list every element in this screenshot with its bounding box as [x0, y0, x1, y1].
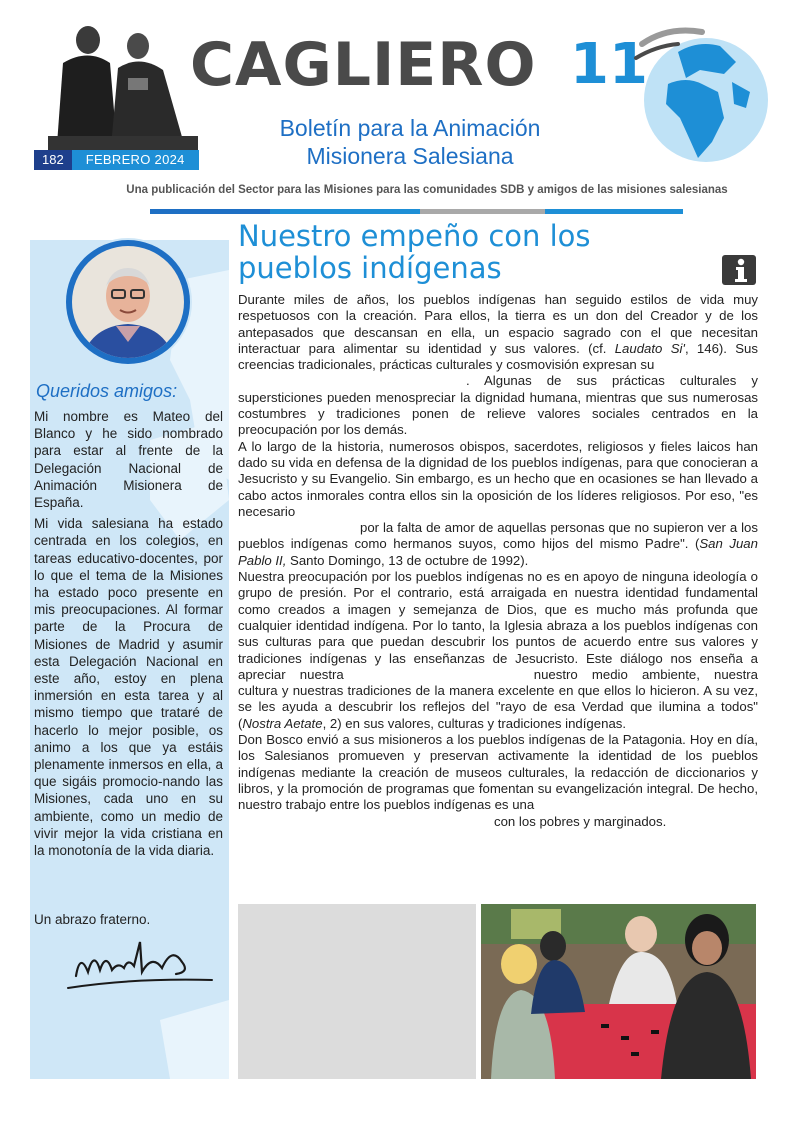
- stripe: [545, 209, 683, 214]
- article-paragraph: [238, 732, 758, 830]
- brand-name: CAGLIERO: [190, 30, 537, 100]
- letter-greeting: Queridos amigos:: [36, 381, 178, 401]
- text-run: , 146). Sus creencias tradicionales, prácticas culturales y cosmovisión expresan su: [238, 340, 758, 373]
- stripe: [420, 209, 545, 214]
- article-paragraph: [238, 439, 758, 569]
- image-placeholder: [238, 904, 476, 1079]
- text-run: Durante miles de años, los pueblos indígenas han seguido estilos de vida muy respetuosos con la creación. Para ellos, la tierra es un don del Creador y de los antepasados que descansan en ella, un espacio sagrado con el que necesitan interactuar para alimentar su identidad y sus valores. (cf.: [238, 292, 758, 356]
- text-run: Don Bosco envió a sus misioneros a los pueblos indígenas de la Patagonia. Hoy en día, los Salesianos promueven y preservan activamente la identidad de los pueblos indígenas mediante la creación de museos culturales, la redacción de diccionarios y libros, y la promoción de programas que fomentan su evangelización integral. De hecho, nuestro trabajo entre los pueblos indígenas es una: [238, 732, 758, 813]
- text-run: medio ambiente, nuestra cultura y nuestras tradiciones de la manera excelente en que ellos lo hicieron. A su vez, se les ayuda a descubrir los reflejos del "rayo de esa Verdad que ilumina a todos" (: [238, 666, 758, 731]
- color-stripes: [150, 209, 683, 214]
- article-title-line1: Nuestro empeño con los: [238, 219, 591, 253]
- tagline: Una publicación del Sector para las Misiones para las comunidades SDB y amigos de las misiones salesianas: [126, 184, 728, 196]
- globe-icon: [628, 22, 770, 170]
- letter-paragraph: Mi nombre es Mateo del Blanco y he sido nombrado para estar al frente de la Delegación Nacional de Animación Misionera de España.: [34, 409, 223, 511]
- info-icon: [722, 255, 756, 285]
- citation: Nostra Aetate: [242, 715, 323, 731]
- subtitle-line2: Misionera Salesiana: [306, 143, 514, 169]
- text-run: por la falta de amor de aquellas personas que no supieron ver a los pueblos indígenas como hermanos suyos, como hijos del mismo Padre". (: [238, 520, 758, 552]
- issue-bar: [34, 150, 199, 170]
- text-run: Nuestra preocupación por los pueblos indígenas no es en apoyo de ninguna ideología o grupo de presión. Por el contrario, está arraigada en nuestra identidad fundamental como creados a imagen y semejanza de Dios, que es mucho más profunda que cualquier identidad indígena. Por lo tanto, la Iglesia abraza a los pueblos indígenas con sus culturas para que puedan descubrir los puntos de acuerdo entre sus valores y tradiciones indígenas y las enseñanzas de Jesucristo. Este diálogo nos enseña a apreciar nuestra: [238, 569, 758, 682]
- text-run: con los pobres y marginados.: [494, 813, 667, 829]
- subtitle: [220, 114, 600, 170]
- text-run: A lo largo de la historia, numerosos obispos, sacerdotes, religiosos y fieles laicos han dado su vida en defensa de la dignidad de los pueblos indígenas, para que conocieran a Jesucristo y su Evangelio. Sin embargo, es un hecho que en ocasiones se han llevado a cabo actos inmorales contra ellos sin la oposición de los líderes religiosos. Por eso, "es necesario: [238, 438, 758, 519]
- stripe: [150, 209, 270, 214]
- stripe: [270, 209, 420, 214]
- children-playing-photo: [481, 904, 756, 1079]
- article-paragraph: [238, 569, 758, 732]
- header-vintage-photo: [48, 18, 198, 158]
- article-title-line2: pueblos indígenas: [238, 251, 502, 285]
- article-paragraph: [238, 292, 758, 439]
- issue-number: 182: [34, 150, 72, 170]
- citation: Laudato Si': [614, 340, 685, 356]
- signature: [62, 932, 222, 996]
- text-run: , 2) en sus valores, culturas y tradiciones indígenas.: [322, 715, 627, 731]
- article-body: [238, 292, 758, 830]
- avatar: [72, 246, 184, 358]
- text-run: nuestro: [533, 666, 578, 682]
- subtitle-line1: Boletín para la Animación: [279, 115, 541, 141]
- brand-number: 11: [570, 32, 648, 97]
- citation: San Juan Pablo II,: [238, 536, 758, 568]
- text-run: . Algunas de sus prácticas culturales y supersticiones pueden menospreciar la dignidad humana, mientras que sus numerosas costumbres y tradiciones ponen de relieve valores sociales centrados en la preocupación por los demás.: [238, 373, 758, 438]
- issue-date: FEBRERO 2024: [72, 150, 199, 170]
- letter-paragraph: Mi vida salesiana ha estado centrada en los colegios, en tareas educativo-docentes, por lo que el tema de la Misiones ha estado poco presente en mis preocupaciones. Al formar parte de la Procura de Misiones de Madrid y asumir esta Delegación Nacional en este año, estoy en plena inmersión en esta tarea y al mismo tiempo que trataré de hacerlo lo mejor posible, os animo a los que ya estáis plenamente inmersos en ella, a que sigáis promocio-nando las Misiones, cada uno en su ambiente, como un medio de vivir mejor la vida cristiana en la monotonía de la vida diaria.: [34, 516, 223, 859]
- text-run: Santo Domingo, 13 de octubre de 1992).: [286, 552, 529, 568]
- letter-sign-off: Un abrazo fraterno.: [34, 912, 151, 927]
- letter-body: [34, 408, 223, 863]
- article-title: [238, 220, 698, 284]
